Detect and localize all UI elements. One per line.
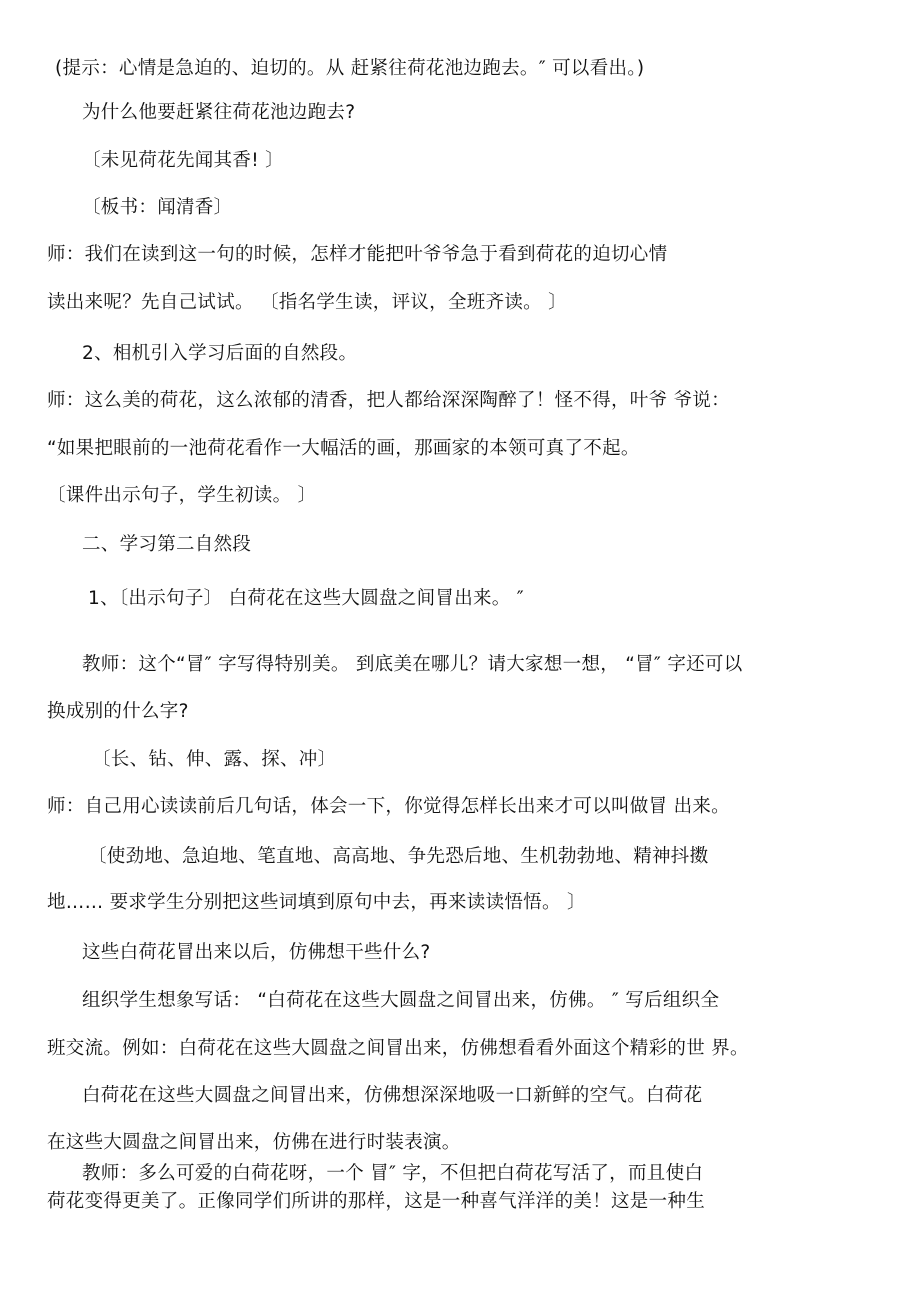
text-line: 师：自己用心读读前后几句话，体会一下，你觉得怎样长出来才可以叫做冒 出来。 — [47, 796, 730, 817]
text-line: 这些白荷花冒出来以后，仿佛想干些什么? — [82, 942, 431, 963]
text-line: 1、〔出示句子〕 白荷花在这些大圆盘之间冒出来。 ″ — [88, 588, 524, 609]
text-line: 地…… 要求学生分别把这些词填到原句中去，再来读读悟悟。 〕 — [47, 892, 586, 913]
text-line: (提示：心情是急迫的、迫切的。从 赶紧往荷花池边跑去。″ 可以看出。) — [55, 58, 645, 79]
text-line: 白荷花在这些大圆盘之间冒出来，仿佛想深深地吸一口新鲜的空气。白荷花 — [82, 1085, 703, 1106]
text-line: 组织学生想象写话： “白荷花在这些大圆盘之间冒出来，仿佛。 ″ 写后组织全 — [82, 990, 720, 1011]
text-line: 师：我们在读到这一句的时候，怎样才能把叶爷爷急于看到荷花的迫切心情 — [47, 244, 668, 265]
text-line: “如果把眼前的一池荷花看作一大幅活的画，那画家的本领可真了不起。 — [47, 438, 640, 459]
text-line: 读出来呢？先自己试试。 〔指名学生读，评议，全班齐读。 〕 — [47, 292, 567, 313]
text-line: 师：这么美的荷花，这么浓郁的清香，把人都给深深陶醉了！怪不得，叶爷 爷说： — [47, 390, 730, 411]
text-line: 为什么他要赶紧往荷花池边跑去? — [82, 102, 356, 123]
text-line: 教师：这个“冒″ 字写得特别美。 到底美在哪儿？请大家想一想， “冒″ 字还可以 — [82, 654, 743, 675]
text-line: 〔长、钻、伸、露、探、冲〕 — [92, 749, 337, 770]
section-heading: 二、学习第二自然段 — [82, 534, 252, 555]
text-line: 荷花变得更美了。正像同学们所讲的那样，这是一种喜气洋洋的美！这是一种生 — [47, 1191, 706, 1212]
text-line: 在这些大圆盘之间冒出来，仿佛在进行时装表演。 — [47, 1132, 461, 1153]
text-line: 〔未见荷花先闻其香! 〕 — [82, 150, 284, 171]
text-line: 〔使劲地、急迫地、笔直地、高高地、争先恐后地、生机勃勃地、精神抖擞 — [88, 846, 709, 867]
text-line: 换成别的什么字? — [47, 701, 189, 722]
text-line: 〔板书：闻清香〕 — [82, 197, 233, 218]
text-line: 班交流。例如：白荷花在这些大圆盘之间冒出来，仿佛想看看外面这个精彩的世 界。 — [47, 1038, 749, 1059]
section-heading: 2、相机引入学习后面的自然段。 — [82, 343, 358, 364]
text-line: 〔课件出示句子，学生初读。 〕 — [47, 485, 317, 506]
text-line: 教师：多么可爱的白荷花呀，一个 冒″ 字，不但把白荷花写活了，而且使白 — [82, 1163, 704, 1184]
